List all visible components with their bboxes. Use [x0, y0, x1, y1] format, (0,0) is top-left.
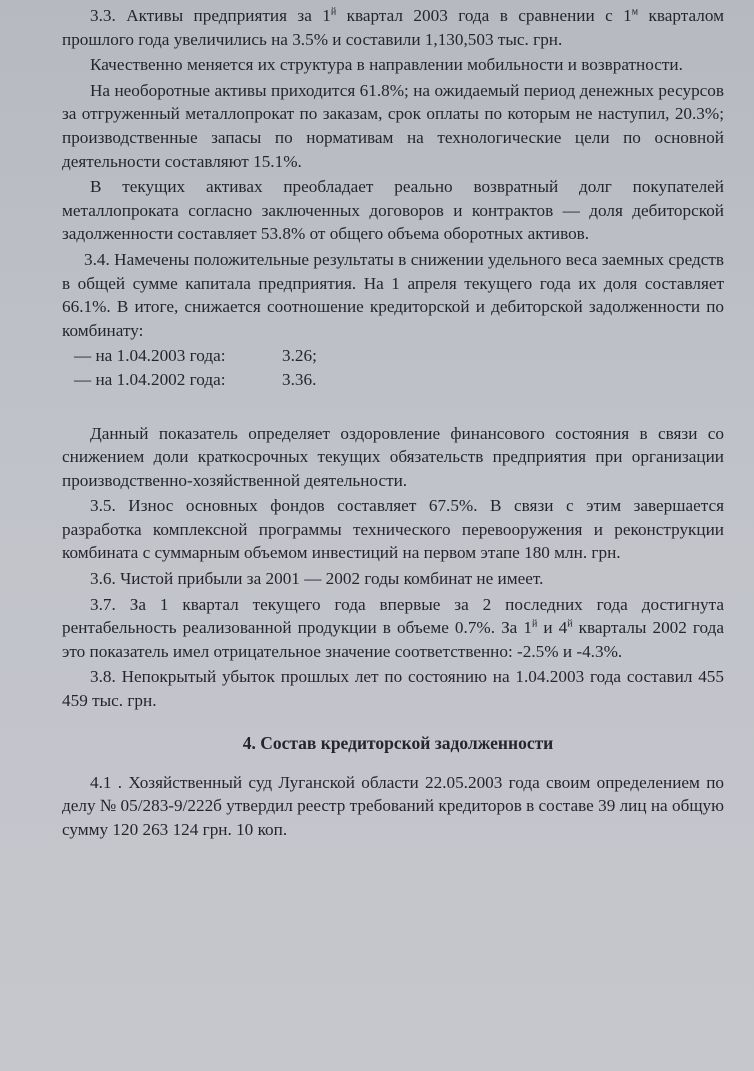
paragraph-3-6: 3.6. Чистой прибыли за 2001 — 2002 годы комбинат не имеет.	[90, 569, 544, 589]
paragraph-noncurrent-assets: На необоротные активы приходится 61.8%; на ожидаемый период денежных ресурсов за отгруженный металлопрокат по заказам, срок оплаты по которым не наступил, 20.3%; производственные запасы по нормативам на технологические цели по основной деятельности составляют 15.1%.	[62, 80, 724, 171]
paragraph-4-1: 4.1 . Хозяйственный суд Луганской области 22.05.2003 года своим определением по делу № 05/283-9/222б утвердил реестр требований кредиторов в составе 39 лиц на общую сумму 120 263 124 грн. 10 коп.	[62, 772, 724, 839]
ratio-line-2003	[62, 344, 724, 368]
paragraph-3-5: 3.5. Износ основных фондов составляет 67.5%. В связи с этим завершается разработка комплексной программы технического перевооружения и реконструкции комбината с суммарным объемом инвестиций на первом этапе 180 млн. грн.	[62, 496, 724, 563]
paragraph-3-8: 3.8. Непокрытый убыток прошлых лет по состоянию на 1.04.2003 года составил 455 459 тыс. грн.	[62, 667, 724, 711]
paragraph-3-7: 3.7. За 1 квартал текущего года впервые за 2 последних года достигнута рентабельность реализованной продукции в объеме 0.7%. За $1^й$ и $4^й$ кварталы 2002 года это показатель имел отрицательное значение соответственно: -2.5% и -4.3%.	[62, 594, 724, 661]
ratio-value: 3.26;	[282, 346, 317, 366]
paragraph-indicator: Данный показатель определяет оздоровление финансового состояния в связи со снижением доли краткосрочных текущих обязательств предприятия при организации производственно-хозяйственной деятельности.	[62, 423, 724, 490]
section-heading: 4. Состав кредиторской задолженности	[242, 732, 554, 753]
ratio-value: 3.36.	[282, 369, 317, 389]
paragraph-structure: Качественно меняется их структура в направлении мобильности и возвратности.	[90, 55, 683, 75]
paragraph-3-4: 3.4. Намечены положительные результаты в снижении удельного веса заемных средств в общей сумме капитала предприятия. На 1 апреля текущего года их доля составляет 66.1%. В итоге, снижается соотношение кредиторской и дебиторской задолженности по комбинату:	[62, 249, 724, 340]
paragraph-3-3: 3.3. Активы предприятия за $1^й$ квартал 2003 года в сравнении с $1^м$ кварталом прошлого года увеличились на 3.5% и составили 1,130,503 тыс. грн.	[62, 6, 724, 49]
ratio-label: — на 1.04.2003 года:	[74, 346, 226, 366]
ratio-line-2002	[62, 368, 724, 392]
paragraph-current-assets: В текущих активах преобладает реально возвратный долг покупателей металлопроката согласно заключенных договоров и контрактов — доля дебиторской задолженности составляет 53.8% от общего объема оборотных активов.	[62, 177, 724, 244]
ratio-label: — на 1.04.2002 года:	[74, 369, 226, 389]
